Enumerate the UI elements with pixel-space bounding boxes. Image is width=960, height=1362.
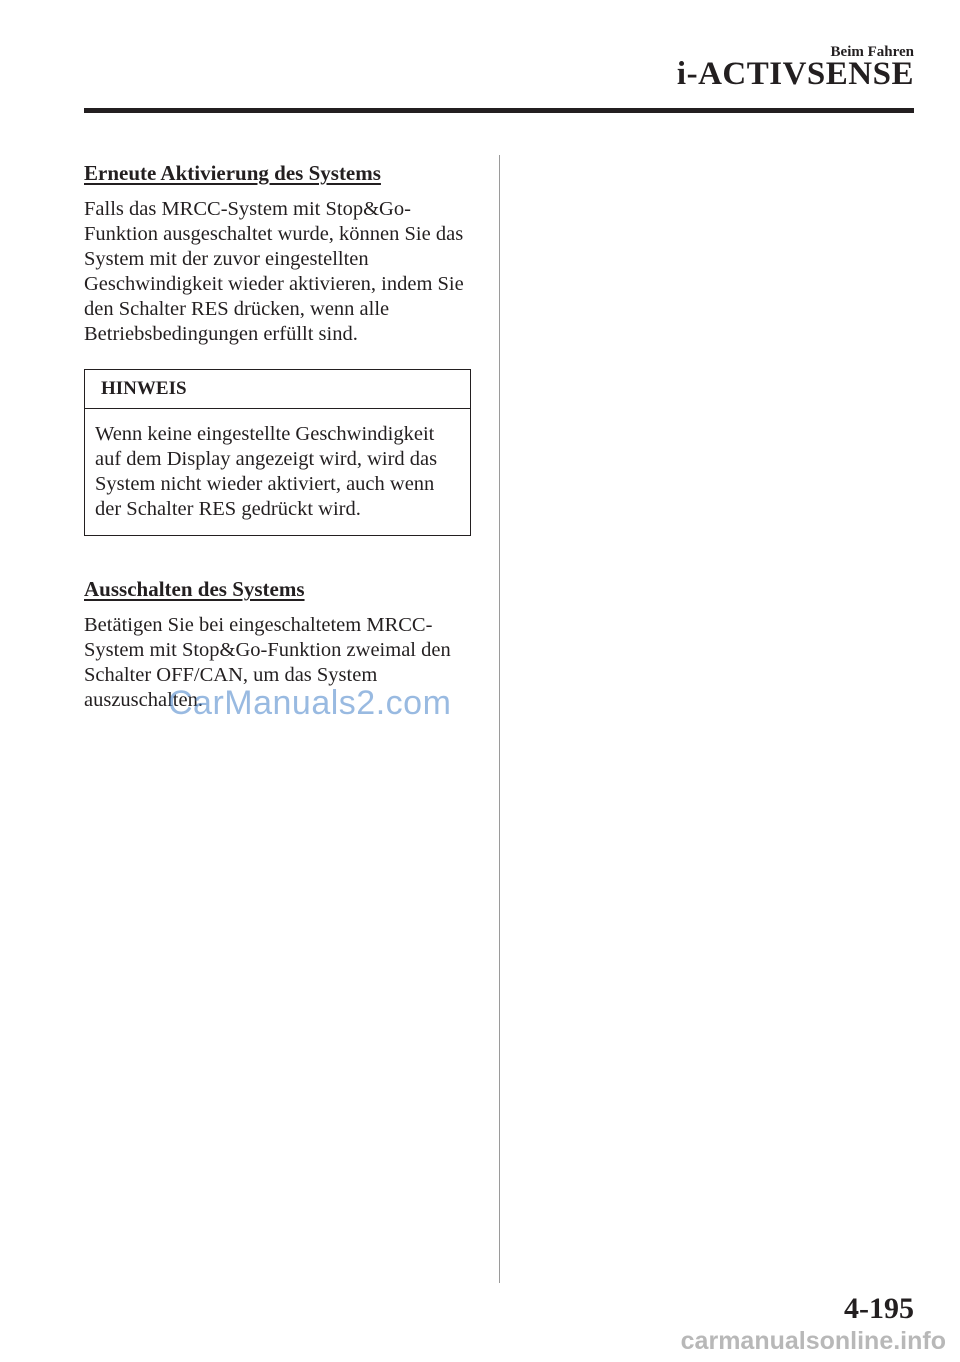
footer-watermark: carmanualsonline.info <box>680 1327 946 1355</box>
section-heading: Ausschalten des Systems <box>84 577 305 601</box>
header-rule <box>84 108 914 113</box>
note-title: HINWEIS <box>85 370 470 409</box>
column-divider <box>499 155 500 1283</box>
section-body: Betätigen Sie bei eingeschaltetem MRCC-System mit Stop&Go-Funktion zweimal den Schalter OFF/CAN, um das System auszuschalten. <box>84 614 451 711</box>
note-body: Wenn keine eingestellte Geschwindigkeit auf dem Display angezeigt wird, wird das System nicht wieder aktiviert, auch wenn der Schalter RES gedrückt wird. <box>95 423 438 520</box>
watermark-logo: CarManuals2.com <box>168 684 452 722</box>
running-header-title: i-ACTIVSENSE <box>676 56 914 92</box>
page-number: 4-195 <box>844 1292 914 1325</box>
section-heading: Erneute Aktivierung des Systems <box>84 161 381 185</box>
section-reactivation <box>84 158 472 347</box>
section-body: Falls das MRCC-System mit Stop&Go-Funktion ausgeschaltet wurde, können Sie das System mit der zuvor eingestellten Geschwindigkeit wieder aktivieren, indem Sie den Schalter RES drücken, wenn alle Betriebsbedingungen erfüllt sind. <box>84 198 464 345</box>
left-column <box>84 158 472 713</box>
note-box <box>84 369 471 536</box>
running-header-section: Beim Fahren <box>830 44 914 60</box>
